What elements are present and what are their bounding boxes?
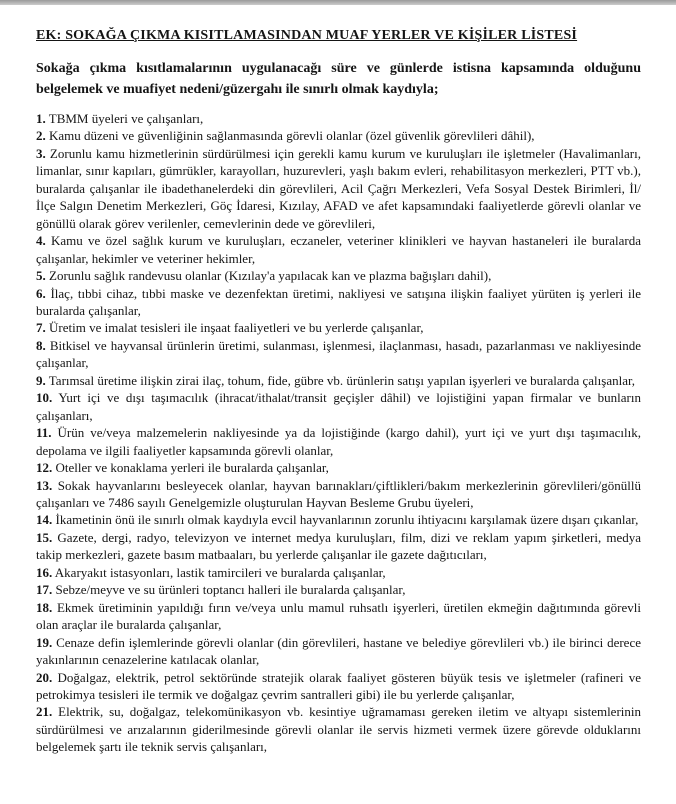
item-text: İlaç, tıbbi cihaz, tıbbi maske ve dezenfektan üretimi, nakliyesi ve satışına ilişkin faaliyet yürüten iş yerleri ile buralarda çalışanlar, bbox=[36, 285, 641, 318]
exemption-list bbox=[36, 110, 641, 756]
item-text: Zorunlu kamu hizmetlerinin sürdürülmesi için gerekli kamu kurum ve kuruluşları ile işletmeler (Havalimanları, limanlar, sınır kapıları, gümrükler, karayolları, huzurevleri, yaşlı bakım evleri, rehabilitasyon merkezleri, PTT vb.), buralarda çalışanlar ile ibadethanelerdeki din görevlileri, Acil Çağrı Merkezleri, Vefa Sosyal Destek Birimleri, İl/İlçe Salgın Denetim Merkezleri, Göç İdaresi, Kızılay, AFAD ve afet kapsamındaki faaliyetlerde görevli olanlar ve gönüllü olarak görev verilenler, cemevlerinin dede ve görevlileri, bbox=[36, 145, 641, 231]
item-number: 17. bbox=[36, 582, 53, 598]
item-text: Üretim ve imalat tesisleri ile inşaat faaliyetleri ve bu yerlerde çalışanlar, bbox=[49, 320, 424, 336]
item-text: Gazete, dergi, radyo, televizyon ve internet medya kuruluşları, film, dizi ve reklam yapım şirketleri, medya takip merkezleri, gazete basım matbaaları, bu yerlerde çalışanlar ile gazete dağıtıcıları, bbox=[36, 529, 642, 563]
list-item bbox=[36, 389, 641, 424]
list-item bbox=[36, 511, 641, 528]
list-item bbox=[36, 319, 641, 336]
item-text: Cenaze defin işlemlerinde görevli olanlar (din görevlileri, hastane ve belediye görevlileri vb.) ile birinci derece yakınlarının cenazelerine katılacak olanlar, bbox=[36, 634, 641, 668]
item-number: 1. bbox=[36, 111, 46, 126]
item-text: Sokak hayvanlarını besleyecek olanlar, hayvan barınakları/çiftlikleri/bakım merkezlerinin görevlileri/gönüllü çalışanları ve 7486 sayılı Genelgemizle oluşturulan Hayvan Besleme Grubu üyeleri, bbox=[36, 477, 641, 510]
item-number: 20. bbox=[36, 669, 53, 685]
item-number: 16. bbox=[36, 564, 53, 580]
item-text: Kamu ve özel sağlık kurum ve kuruluşları, eczaneler, veteriner klinikleri ve hayvan hastaneleri ile buralarda çalışanlar, hekimler ve veteriner hekimler, bbox=[36, 233, 642, 266]
item-number: 4. bbox=[36, 233, 46, 249]
item-text: Doğalgaz, elektrik, petrol sektöründe stratejik olarak faaliyet gösteren büyük tesis ve işletmeler (rafineri ve petrokimya tesisleri ile termik ve doğalgaz çevrim santralleri gibi) ile bu yerlerde çalışanlar, bbox=[36, 669, 641, 702]
list-item bbox=[36, 337, 641, 372]
list-item bbox=[36, 424, 641, 459]
item-text: Zorunlu sağlık randevusu olanlar (Kızılay'a yapılacak kan ve plazma bağışları dahil), bbox=[49, 268, 492, 284]
item-text: Elektrik, su, doğalgaz, telekomünikasyon vb. kesintiye uğramaması gereken iletim ve altyapı sistemlerinin sürdürülmesi ve arızalarının giderilmesinde görevli olanlar ile servis hizmeti vermek üzere görevde olduklarını belgelemek şartı ile teknik servis çalışanları, bbox=[36, 704, 642, 755]
item-number: 18. bbox=[36, 599, 53, 615]
list-item bbox=[36, 581, 641, 598]
list-item bbox=[36, 529, 641, 564]
list-item bbox=[36, 669, 641, 704]
list-item bbox=[36, 703, 641, 755]
item-number: 19. bbox=[36, 634, 53, 650]
item-number: 3. bbox=[36, 145, 46, 161]
item-text: Ekmek üretiminin yapıldığı fırın ve/veya unlu mamul ruhsatlı işyerleri, üretilen ekmeğin dağıtımında görevli olan araçlar ile buralarda çalışanlar, bbox=[36, 599, 641, 633]
item-number: 14. bbox=[36, 512, 53, 528]
page-title: EK: SOKAĞA ÇIKMA KISITLAMASINDAN MUAF YERLER VE KİŞİLER LİSTESİ bbox=[36, 28, 578, 43]
item-text: Bitkisel ve hayvansal ürünlerin üretimi, sulanması, işlenmesi, ilaçlanması, hasadı, pazarlanması ve nakliyesinde çalışanlar, bbox=[36, 337, 642, 371]
document-page bbox=[0, 5, 676, 756]
item-text: Yurt içi ve dışı taşımacılık (ihracat/ithalat/transit geçişler dâhil) ve lojistiğini yapan firmalar ve bunların çalışanları, bbox=[36, 390, 641, 423]
list-item bbox=[36, 599, 641, 634]
item-number: 21. bbox=[36, 704, 53, 720]
list-item bbox=[36, 232, 641, 267]
list-item bbox=[36, 459, 641, 476]
item-text: Akaryakıt istasyonları, lastik tamircileri ve buralarda çalışanlar, bbox=[54, 564, 386, 580]
item-number: 12. bbox=[36, 460, 53, 476]
list-item bbox=[36, 145, 641, 232]
list-item bbox=[36, 127, 641, 144]
item-text: İkametinin önü ile sınırlı olmak kaydıyla evcil hayvanlarının zorunlu ihtiyacını karşılamak üzere dışarı çıkanlar, bbox=[55, 512, 639, 528]
list-item bbox=[36, 110, 641, 127]
item-number: 15. bbox=[36, 529, 53, 545]
item-number: 5. bbox=[36, 268, 46, 284]
list-item bbox=[36, 564, 641, 581]
list-item bbox=[36, 267, 641, 284]
item-text: Oteller ve konaklama yerleri ile buralarda çalışanlar, bbox=[55, 460, 329, 476]
item-text: Sebze/meyve ve su ürünleri toptancı halleri ile buralarda çalışanlar, bbox=[55, 582, 406, 598]
list-item bbox=[36, 285, 641, 320]
intro-paragraph: Sokağa çıkma kısıtlamalarının uygulanacağı süre ve günlerde istisna kapsamında olduğunu belgelemek ve muafiyet nedeni/güzergahı ile sınırlı olmak kaydıyla; bbox=[36, 61, 641, 97]
item-number: 8. bbox=[36, 337, 46, 353]
item-number: 7. bbox=[36, 320, 46, 336]
list-item bbox=[36, 372, 641, 389]
item-text: TBMM üyeleri ve çalışanları, bbox=[48, 111, 204, 126]
item-number: 11. bbox=[36, 425, 52, 441]
item-number: 10. bbox=[36, 390, 53, 406]
list-item bbox=[36, 634, 641, 669]
item-number: 6. bbox=[36, 285, 46, 301]
item-number: 2. bbox=[36, 128, 46, 144]
item-text: Tarımsal üretime ilişkin zirai ilaç, tohum, fide, gübre vb. ürünlerin satışı yapılan işyerleri ve buralarda çalışanlar, bbox=[48, 372, 636, 388]
item-number: 9. bbox=[36, 372, 46, 388]
list-item bbox=[36, 477, 641, 512]
item-number: 13. bbox=[36, 477, 53, 493]
item-text: Ürün ve/veya malzemelerin nakliyesinde ya da lojistiğinde (kargo dahil), yurt içi ve yurt dışı taşımacılık, depolama ve ilgili faaliyetler kapsamında görevli olanlar, bbox=[36, 425, 642, 458]
item-text: Kamu düzeni ve güvenliğinin sağlanmasında görevli olanlar (özel güvenlik görevlileri dâhil), bbox=[49, 128, 535, 144]
